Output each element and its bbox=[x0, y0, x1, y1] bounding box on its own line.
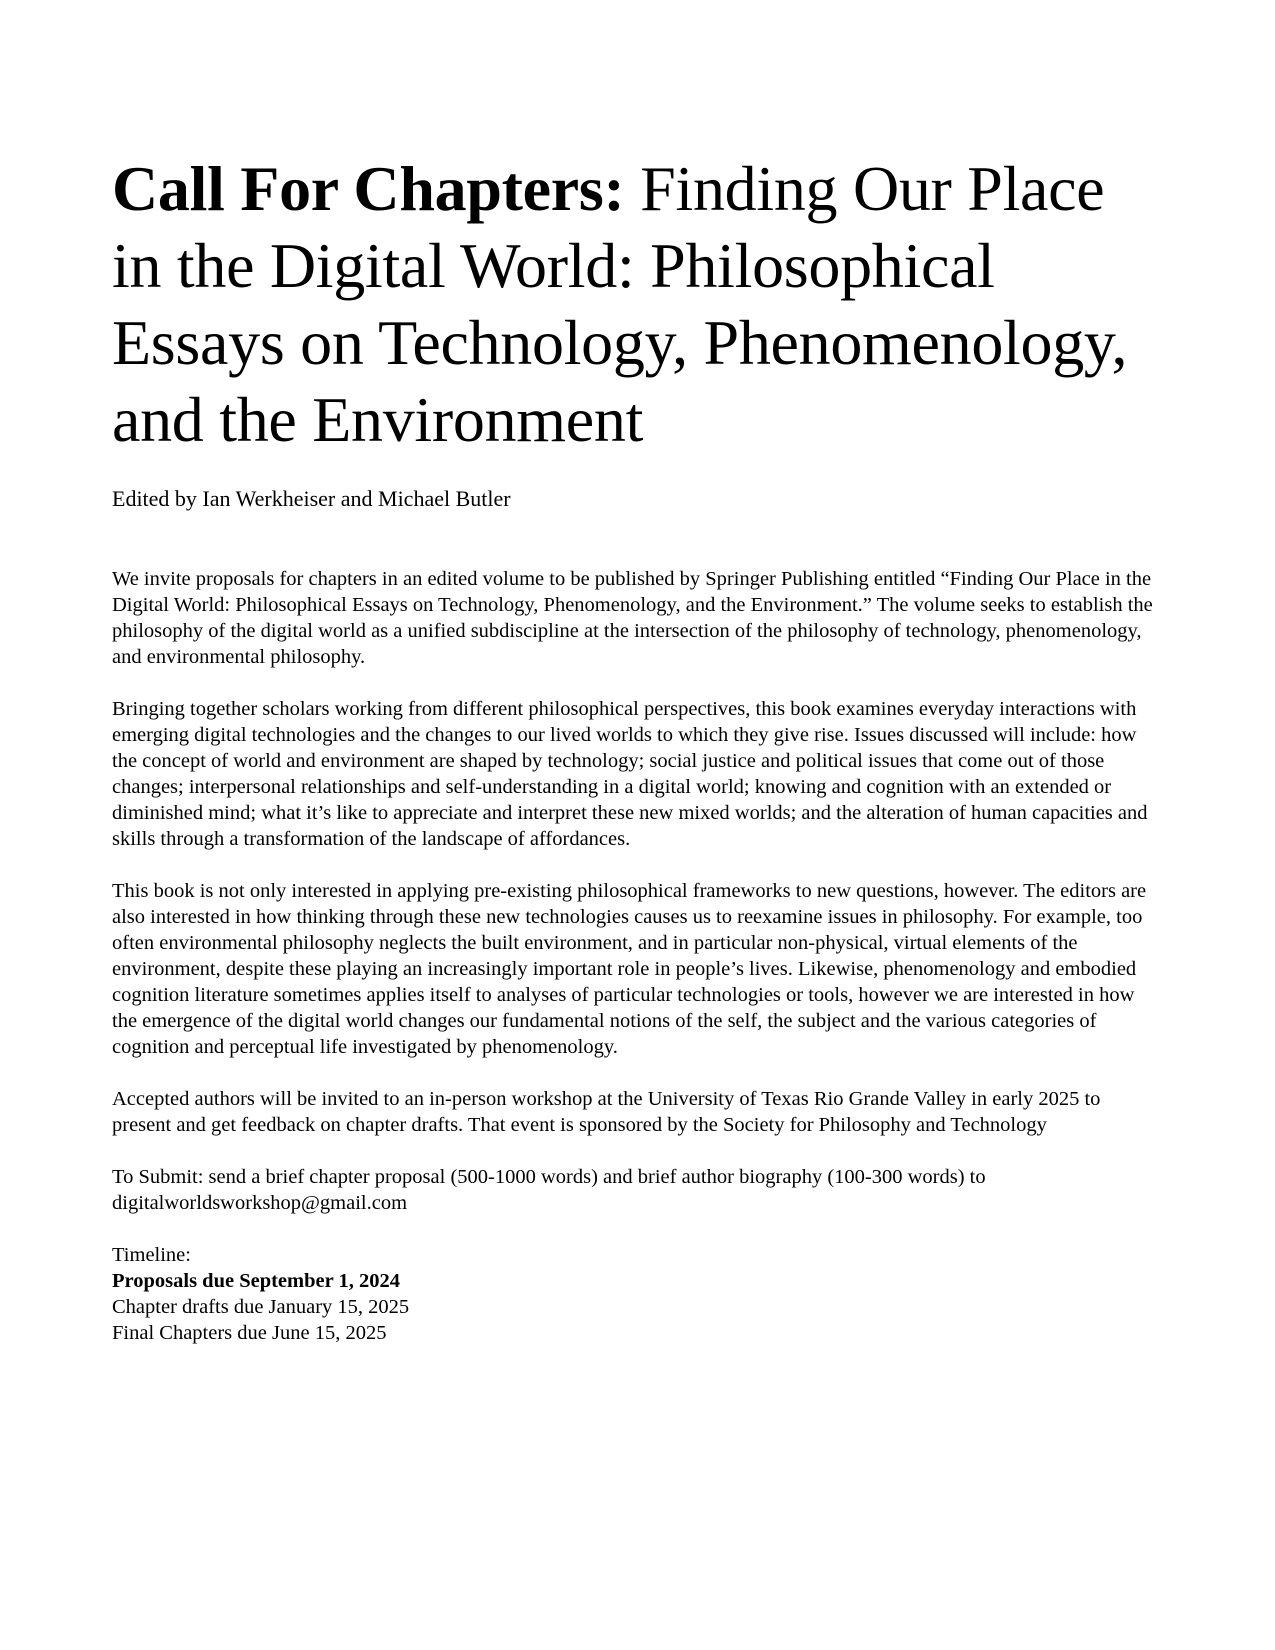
title-lead: Call For Chapters: bbox=[112, 153, 625, 224]
timeline-heading: Timeline: bbox=[112, 1244, 191, 1266]
paragraph-scope: Bringing together scholars working from different philosophical perspectives, this book examines everyday interactions with emerging digital technologies and the changes to our lived worlds to which they give rise. Issues discussed will include: how the concept of world and environment are shaped by technology; social justice and political issues that come out of those changes; interpersonal relationships and self-understanding in a digital world; knowing and cognition with an extended or diminished mind; what it’s like to appreciate and interpret these new mixed worlds; and the alteration of human capacities and skills through a transformation of the landscape of affordances. bbox=[112, 698, 1148, 850]
paragraph-aims: This book is not only interested in applying pre-existing philosophical frameworks to new questions, however. The editors are also interested in how thinking through these new technologies causes us to reexamine issues in philosophy. For example, too often environmental philosophy neglects the built environment, and in particular non-physical, virtual elements of the environment, despite these playing an increasingly important role in people’s lives. Likewise, phenomenology and embodied cognition literature sometimes applies itself to analyses of particular technologies or tools, however we are interested in how the emergence of the digital world changes our fundamental notions of the self, the subject and the various categories of cognition and perceptual life investigated by phenomenology. bbox=[112, 880, 1147, 1058]
document-title bbox=[112, 150, 1162, 458]
paragraph-workshop: Accepted authors will be invited to an in-person workshop at the University of Texas Rio Grande Valley in early 2025 to present and get feedback on chapter drafts. That event is sponsored by the Society for Philosophy and Technology bbox=[112, 1088, 1101, 1136]
document-page bbox=[112, 150, 1162, 1346]
editors-line: Edited by Ian Werkheiser and Michael Butler bbox=[112, 486, 511, 511]
title-rest: Finding Our Place in the Digital World: Philosophical Essays on Technology, Phenomenology, and the Environment bbox=[112, 153, 1128, 455]
timeline-final: Final Chapters due June 15, 2025 bbox=[112, 1322, 387, 1344]
timeline-drafts: Chapter drafts due January 15, 2025 bbox=[112, 1296, 410, 1318]
timeline-section bbox=[112, 1242, 1162, 1346]
paragraph-submission: To Submit: send a brief chapter proposal (500-1000 words) and brief author biography (100-300 words) to digitalworldsworkshop@gmail.com bbox=[112, 1166, 986, 1214]
timeline-proposals: Proposals due September 1, 2024 bbox=[112, 1270, 400, 1292]
paragraph-intro: We invite proposals for chapters in an edited volume to be published by Springer Publishing entitled “Finding Our Place in the Digital World: Philosophical Essays on Technology, Phenomenology, and the Environment.” The volume seeks to establish the philosophy of the digital world as a unified subdiscipline at the intersection of the philosophy of technology, phenomenology, and environmental philosophy. bbox=[112, 568, 1153, 668]
